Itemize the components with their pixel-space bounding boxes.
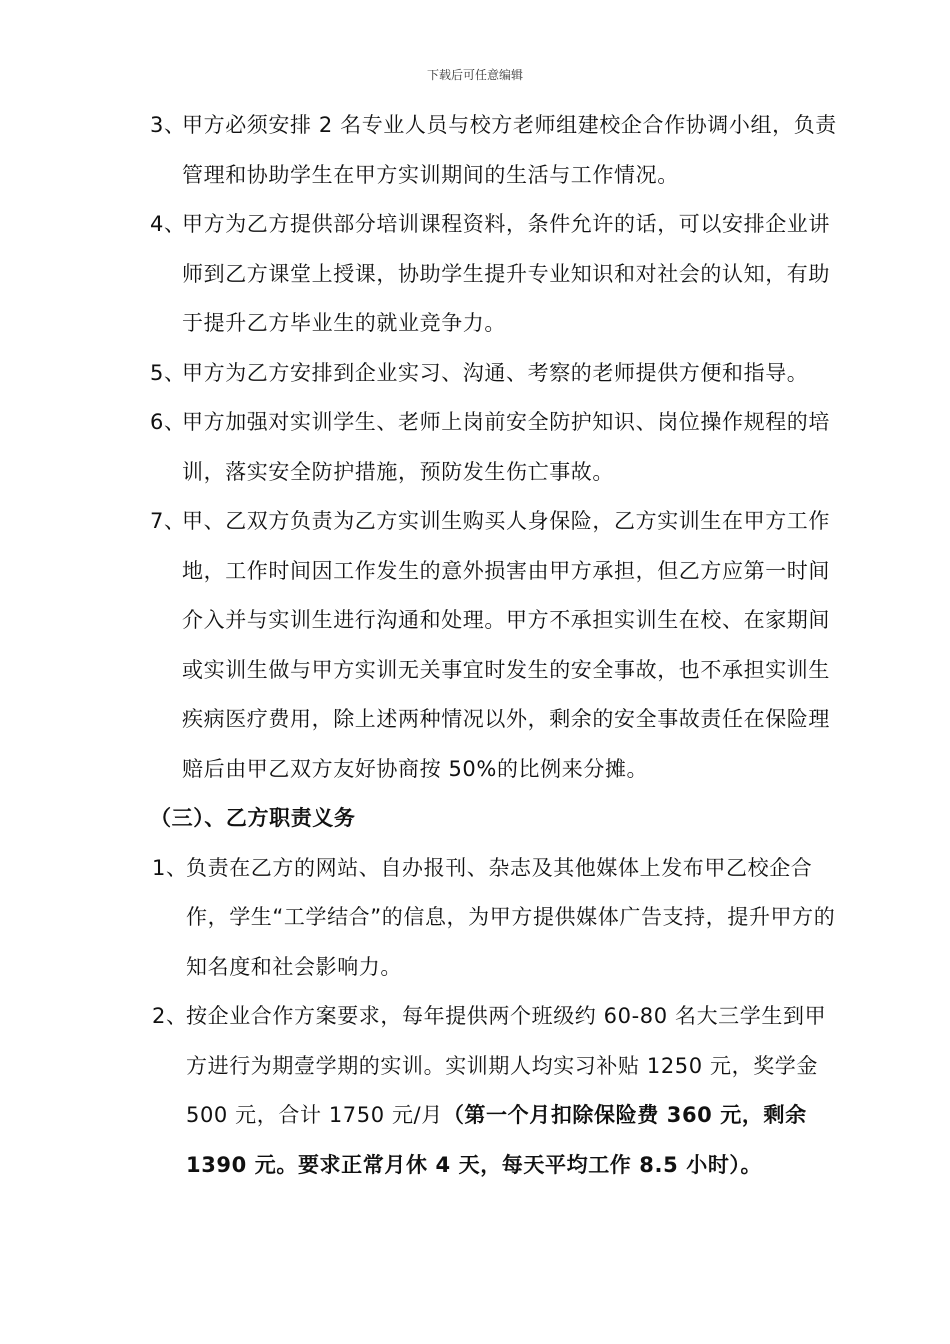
item-number: 2、 [152,1004,188,1028]
list-item [150,101,840,200]
item-number: 1、 [152,855,188,880]
item-text: 按企业合作方案要求，每年提供两个班级约 60-80 名大三学生到甲方进行为期壹学期的实训。实训期人均实习补贴 1250 元，奖学金 500 元，合计 1750 元/月 [186,1004,827,1127]
section-heading: （三）、乙方职责义务 [150,806,356,830]
item-number: 4、 [150,212,186,236]
list-item [150,497,840,794]
item-number: 6、 [150,410,186,434]
item-text: 甲、乙双方负责为乙方实训生购买人身保险，乙方实训生在甲方工作地，工作时间因工作发生的意外损害由甲方承担，但乙方应第一时间介入并与实训生进行沟通和处理。甲方不承担实训生在校、在家期间或实训生做与甲方实训无关事宜时发生的安全事故，也不承担实训生疾病医疗费用，除上述两种情况以外，剩余的安全事故责任在保险理赔后由甲乙双方友好协商按 50%的比例来分摊。 [182,509,830,781]
document-body [150,101,840,1190]
list-item [150,992,840,1190]
item-text: 负责在乙方的网站、自办报刊、杂志及其他媒体上发布甲乙校企合作，学生“工学结合”的信息，为甲方提供媒体广告支持，提升甲方的知名度和社会影响力。 [186,855,836,979]
item-number: 7、 [150,509,186,533]
list-item [150,844,840,993]
item-bold-text: （第一个月扣除保险费 360 元，剩余 1390 元。要求正常月休 4 天，每天平均工作 8.5 小时）。 [186,1103,807,1177]
list-item [150,200,840,349]
page-header: 下载后可任意编辑 [426,68,523,82]
item-text: 甲方为乙方安排到企业实习、沟通、考察的老师提供方便和指导。 [182,360,809,385]
item-text: 甲方必须安排 2 名专业人员与校方老师组建校企合作协调小组，负责管理和协助学生在甲方实训期间的生活与工作情况。 [182,113,837,187]
list-item [150,398,840,497]
item-number: 3、 [150,113,186,137]
item-number: 5、 [150,360,186,385]
item-text: 甲方为乙方提供部分培训课程资料，条件允许的话，可以安排企业讲师到乙方课堂上授课，协助学生提升专业知识和对社会的认知，有助于提升乙方毕业生的就业竞争力。 [182,212,830,335]
list-item [150,349,840,399]
item-text: 甲方加强对实训学生、老师上岗前安全防护知识、岗位操作规程的培训，落实安全防护措施，预防发生伤亡事故。 [182,410,830,484]
